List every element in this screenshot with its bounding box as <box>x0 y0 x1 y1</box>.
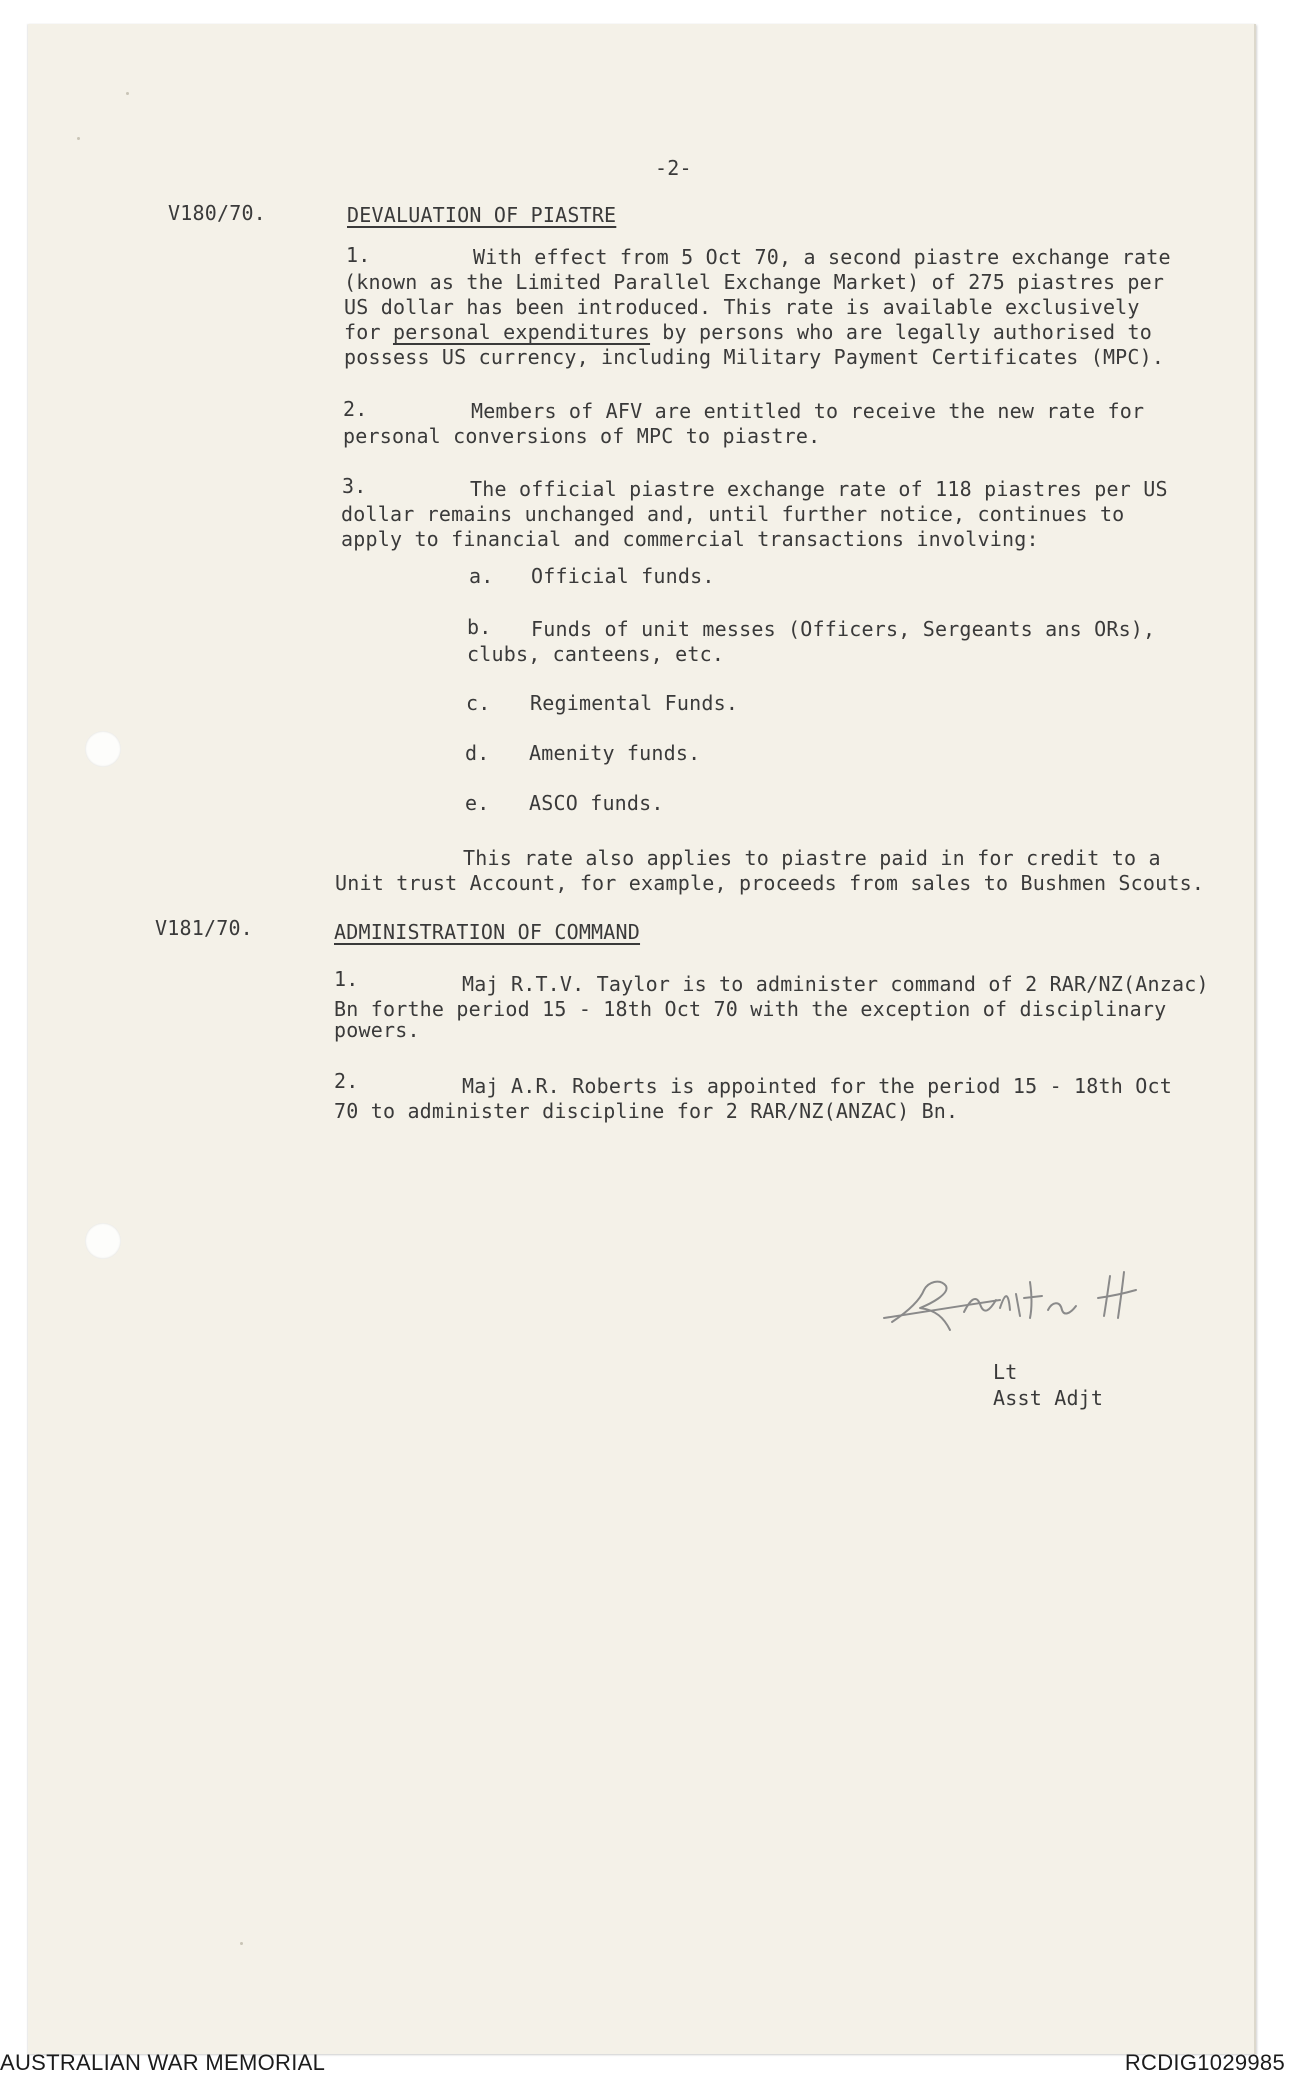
para-line: With effect from 5 Oct 70, a second piastre exchange rate <box>473 245 1171 269</box>
signature-rank: Lt <box>993 1360 1018 1384</box>
para-number: 2. <box>334 1069 359 1093</box>
list-item: Funds of unit messes (Officers, Sergeants ans ORs), <box>531 617 1156 641</box>
footer-right: RCDIG1029985 <box>1124 2050 1285 2075</box>
para-number: 1. <box>334 967 359 991</box>
section-ref: V180/70. <box>168 201 266 225</box>
para-line-prefix: for <box>344 320 381 344</box>
para-line: Bn forthe period 15 - 18th Oct 70 with the exception of disciplinary <box>334 997 1167 1021</box>
signature <box>880 1260 1180 1340</box>
section-ref: V181/70. <box>155 916 253 940</box>
closing-line: Unit trust Account, for example, proceeds from sales to Bushmen Scouts. <box>335 871 1205 895</box>
para-line: dollar remains unchanged and, until further notice, continues to <box>341 502 1125 526</box>
list-item: clubs, canteens, etc. <box>467 642 725 666</box>
paper-speck <box>126 92 129 95</box>
para-number: 3. <box>342 474 367 498</box>
para-line: powers. <box>334 1018 420 1042</box>
para-line: The official piastre exchange rate of 118 piastres per US <box>470 477 1168 501</box>
list-item: ASCO funds. <box>529 791 664 815</box>
list-letter: a. <box>469 564 494 588</box>
underlined-phrase: personal expenditures <box>392 320 651 344</box>
para-number: 1. <box>346 243 371 267</box>
para-line: Maj A.R. Roberts is appointed for the period 15 - 18th Oct <box>462 1074 1172 1098</box>
signature-title: Asst Adjt <box>993 1386 1104 1410</box>
section-heading: DEVALUATION OF PIASTRE <box>347 203 617 227</box>
para-line <box>344 320 1152 345</box>
section-heading: ADMINISTRATION OF COMMAND <box>334 920 641 944</box>
para-line: (known as the Limited Parallel Exchange Market) of 275 piastres per <box>344 270 1165 294</box>
list-item: Regimental Funds. <box>530 691 739 715</box>
para-line-rest: by persons who are legally authorised to <box>662 320 1152 344</box>
paper-speck <box>77 137 80 140</box>
list-item: Official funds. <box>531 564 715 588</box>
para-number: 2. <box>343 397 368 421</box>
para-line: 70 to administer discipline for 2 RAR/NZ(ANZAC) Bn. <box>334 1099 959 1123</box>
para-line: possess US currency, including Military Payment Certificates (MPC). <box>344 345 1165 369</box>
footer-left: AUSTRALIAN WAR MEMORIAL <box>0 2050 326 2075</box>
punch-hole-bottom <box>85 1223 121 1259</box>
paper-speck <box>240 1942 243 1945</box>
list-letter: e. <box>465 791 490 815</box>
para-line: apply to financial and commercial transactions involving: <box>341 527 1039 551</box>
list-letter: c. <box>466 691 491 715</box>
para-line: personal conversions of MPC to piastre. <box>343 424 821 448</box>
punch-hole-top <box>85 731 121 767</box>
page-number: -2- <box>655 156 692 180</box>
closing-line: This rate also applies to piastre paid in for credit to a <box>463 846 1161 870</box>
para-line: US dollar has been introduced. This rate is available exclusively <box>344 295 1140 319</box>
para-line: Maj R.T.V. Taylor is to administer command of 2 RAR/NZ(Anzac) <box>462 972 1209 996</box>
list-letter: b. <box>467 615 492 639</box>
list-item: Amenity funds. <box>529 741 701 765</box>
para-line: Members of AFV are entitled to receive the new rate for <box>471 399 1145 423</box>
list-letter: d. <box>465 741 490 765</box>
